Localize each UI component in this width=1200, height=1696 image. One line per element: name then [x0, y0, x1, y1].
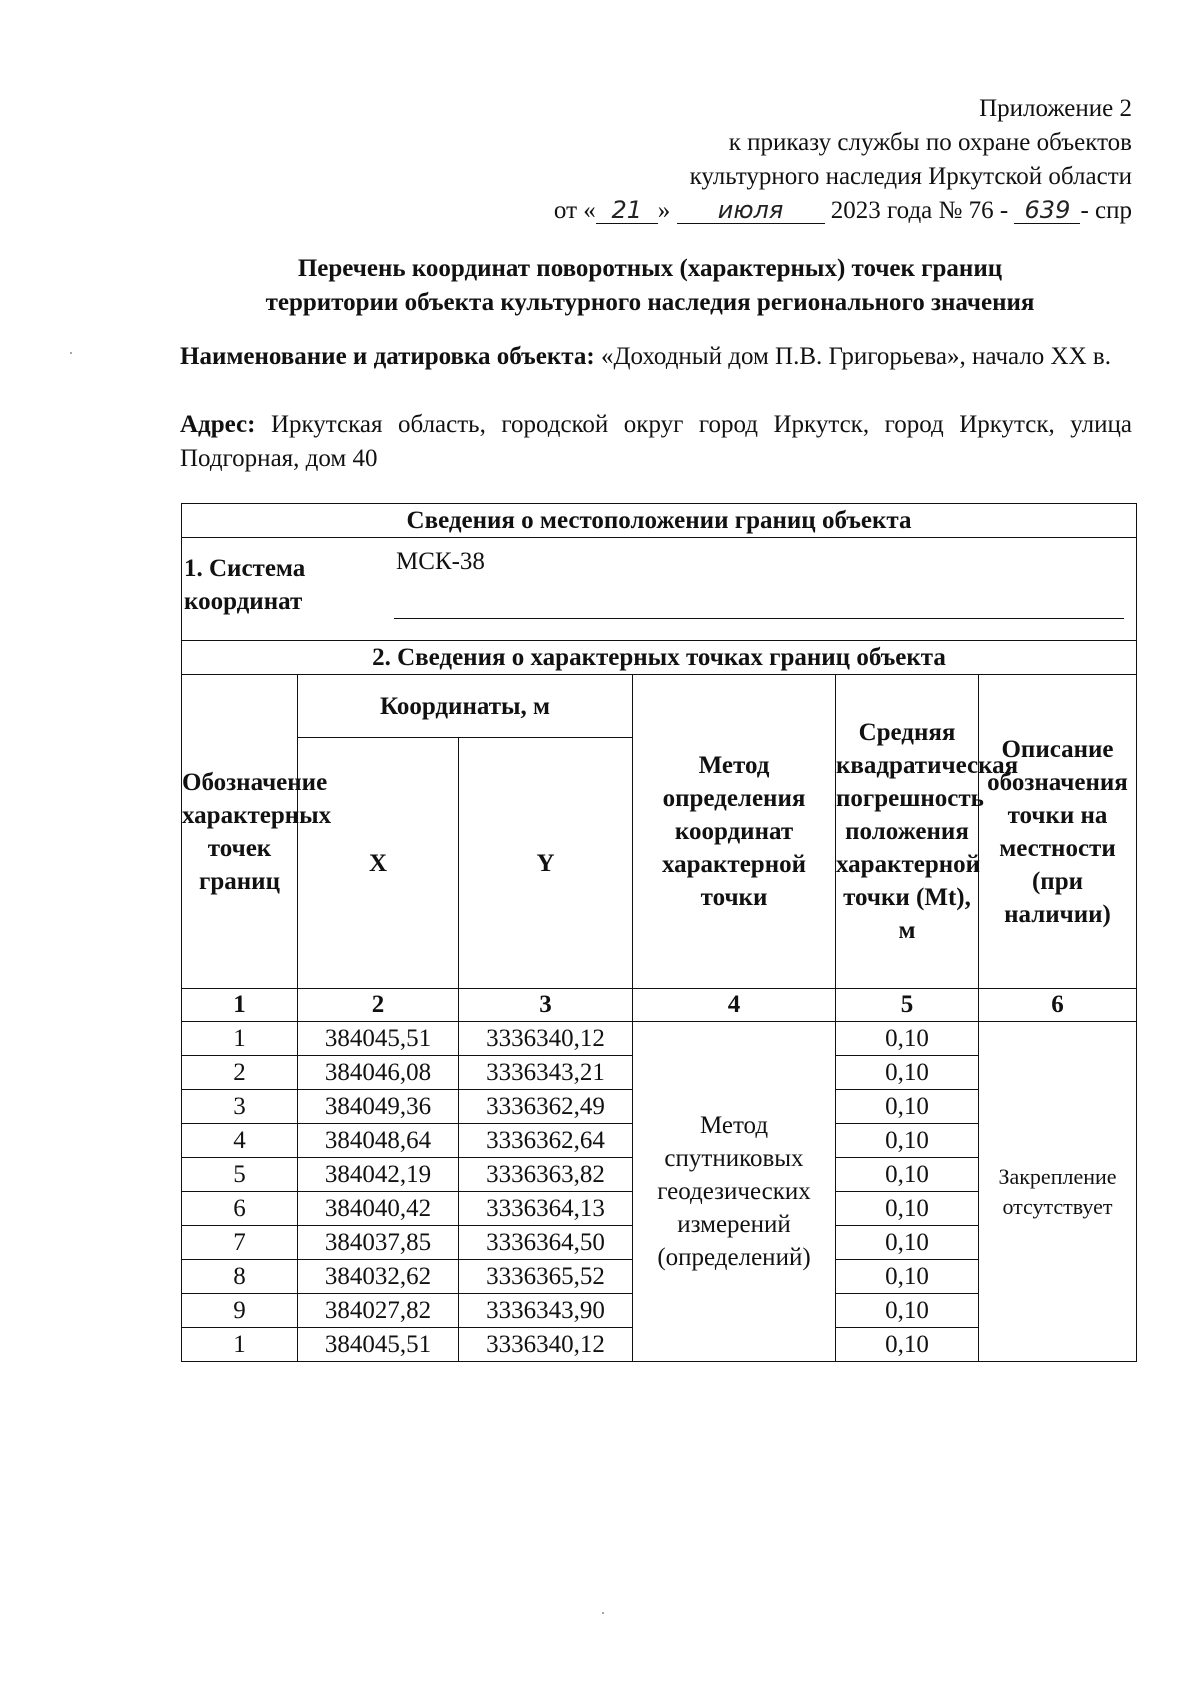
- point-id: 3: [182, 1090, 298, 1124]
- col-header-error-text: Средняя квадратическая погрешность положения характерной точки (Mt), м: [836, 719, 1019, 944]
- order-suffix: - спр: [1080, 197, 1132, 224]
- col-header-coordinates: Координаты, м: [298, 675, 633, 738]
- col-number-1: 1: [182, 989, 298, 1022]
- mt-text: 0,10: [885, 1126, 929, 1154]
- mt-value: [836, 1328, 979, 1362]
- address-paragraph: [180, 408, 1132, 476]
- mt-text: 0,10: [885, 1296, 929, 1324]
- appendix-number: Приложение 2: [979, 95, 1132, 122]
- mt-value: [836, 1192, 979, 1226]
- col-number-6: 6: [979, 989, 1137, 1022]
- col-header-error: [836, 675, 1019, 989]
- mt-text: 0,10: [885, 1092, 929, 1120]
- coord-y: 3336364,13: [459, 1192, 633, 1226]
- section-1-title: Сведения о местоположении границ объекта: [182, 504, 1137, 538]
- table-row: [182, 1022, 1137, 1056]
- coord-x: 384048,64: [298, 1124, 459, 1158]
- handwritten-order-number: 639: [1014, 197, 1080, 224]
- coord-x: 384040,42: [298, 1192, 459, 1226]
- address-label: Адрес:: [180, 411, 256, 438]
- scan-speck: [70, 352, 72, 354]
- col-number-4: 4: [633, 989, 836, 1022]
- mt-value: [836, 1124, 979, 1158]
- mt-text: 0,10: [885, 1262, 929, 1290]
- coord-y: 3336363,82: [459, 1158, 633, 1192]
- coord-y: 3336340,12: [459, 1328, 633, 1362]
- coord-y: 3336343,90: [459, 1294, 633, 1328]
- coord-x: 384032,62: [298, 1260, 459, 1294]
- mt-value: [836, 1294, 979, 1328]
- point-id: 6: [182, 1192, 298, 1226]
- coord-x: 384037,85: [298, 1226, 459, 1260]
- coord-x: 384042,19: [298, 1158, 459, 1192]
- mt-value: [836, 1090, 979, 1124]
- mt-text: 0,10: [885, 1160, 929, 1188]
- mt-value: [836, 1158, 979, 1192]
- coord-x: 384049,36: [298, 1090, 459, 1124]
- col-header-x: X: [298, 738, 459, 989]
- section-2-title: 2. Сведения о характерных точках границ объекта: [182, 641, 1137, 675]
- mt-value: [836, 1226, 979, 1260]
- coord-x: 384045,51: [298, 1328, 459, 1362]
- col-header-method-text: Метод определения координат характерной точки: [661, 752, 807, 911]
- object-name-paragraph: [180, 340, 1132, 374]
- agency-name: культурного наследия Иркутской области: [689, 163, 1132, 190]
- point-id: 1: [182, 1328, 298, 1362]
- col-header-y: Y: [459, 738, 633, 989]
- coord-x: 384046,08: [298, 1056, 459, 1090]
- mt-value: [836, 1260, 979, 1294]
- col-number-2: 2: [298, 989, 459, 1022]
- point-id: 5: [182, 1158, 298, 1192]
- point-id: 9: [182, 1294, 298, 1328]
- address-value: Иркутская область, городской округ город Иркутск, город Иркутск, улица Подгорная, дом 40: [180, 411, 1132, 472]
- col-header-point: [182, 675, 332, 989]
- object-name-label: Наименование и датировка объекта:: [180, 343, 595, 370]
- boundary-points-table: [181, 503, 1137, 1362]
- title-line-2: территории объекта культурного наследия регионального значения: [265, 289, 1035, 316]
- object-name-value: «Доходный дом П.В. Григорьева», начало XX в.: [600, 343, 1111, 370]
- col-header-point-text: Обозначение характерных точек границ: [182, 768, 332, 895]
- method-cell: [633, 1022, 836, 1362]
- coord-x: 384045,51: [298, 1022, 459, 1056]
- order-year: 2023 года № 76 -: [830, 197, 1009, 224]
- coord-y: 3336340,12: [459, 1022, 633, 1056]
- coordinate-system-value: МСК-38: [396, 548, 485, 575]
- col-number-5: 5: [836, 989, 979, 1022]
- handwritten-month: июля: [677, 197, 825, 224]
- point-id: 7: [182, 1226, 298, 1260]
- date-prefix: от «: [553, 197, 596, 224]
- document-title: [160, 252, 1140, 320]
- description-cell: [979, 1022, 1137, 1362]
- coord-y: 3336362,49: [459, 1090, 633, 1124]
- handwritten-day: 21: [596, 197, 658, 224]
- coordinate-system-label: 1. Система координат: [184, 555, 306, 615]
- description-text: Закрепление отсутствует: [998, 1163, 1117, 1219]
- point-id: 2: [182, 1056, 298, 1090]
- col-number-3: 3: [459, 989, 633, 1022]
- col-header-description-text: Описание обозначения точки на местности (при наличии): [987, 735, 1128, 928]
- mt-text: 0,10: [885, 1330, 929, 1358]
- col-header-description: [979, 675, 1137, 989]
- col-header-method: [633, 675, 836, 989]
- mt-value: [836, 1022, 979, 1056]
- point-id: 1: [182, 1022, 298, 1056]
- coord-x: 384027,82: [298, 1294, 459, 1328]
- coordinate-system-underline: [394, 618, 1124, 619]
- coord-y: 3336362,64: [459, 1124, 633, 1158]
- coord-y: 3336365,52: [459, 1260, 633, 1294]
- method-text: Метод спутниковых геодезических измерений (определений): [657, 1112, 811, 1271]
- point-id: 8: [182, 1260, 298, 1294]
- coordinate-system-row: [182, 538, 1137, 641]
- coord-y: 3336343,21: [459, 1056, 633, 1090]
- mt-text: 0,10: [885, 1194, 929, 1222]
- order-reference: к приказу службы по охране объектов: [728, 129, 1132, 156]
- mt-text: 0,10: [885, 1228, 929, 1256]
- scan-speck: [602, 1612, 604, 1614]
- point-id: 4: [182, 1124, 298, 1158]
- title-line-1: Перечень координат поворотных (характерных) точек границ: [297, 255, 1003, 282]
- order-date-line: [554, 194, 1132, 228]
- mt-value: [836, 1056, 979, 1090]
- date-mid: »: [657, 197, 671, 224]
- mt-text: 0,10: [885, 1058, 929, 1086]
- coord-y: 3336364,50: [459, 1226, 633, 1260]
- appendix-header: [554, 92, 1132, 228]
- mt-text: 0,10: [885, 1024, 929, 1052]
